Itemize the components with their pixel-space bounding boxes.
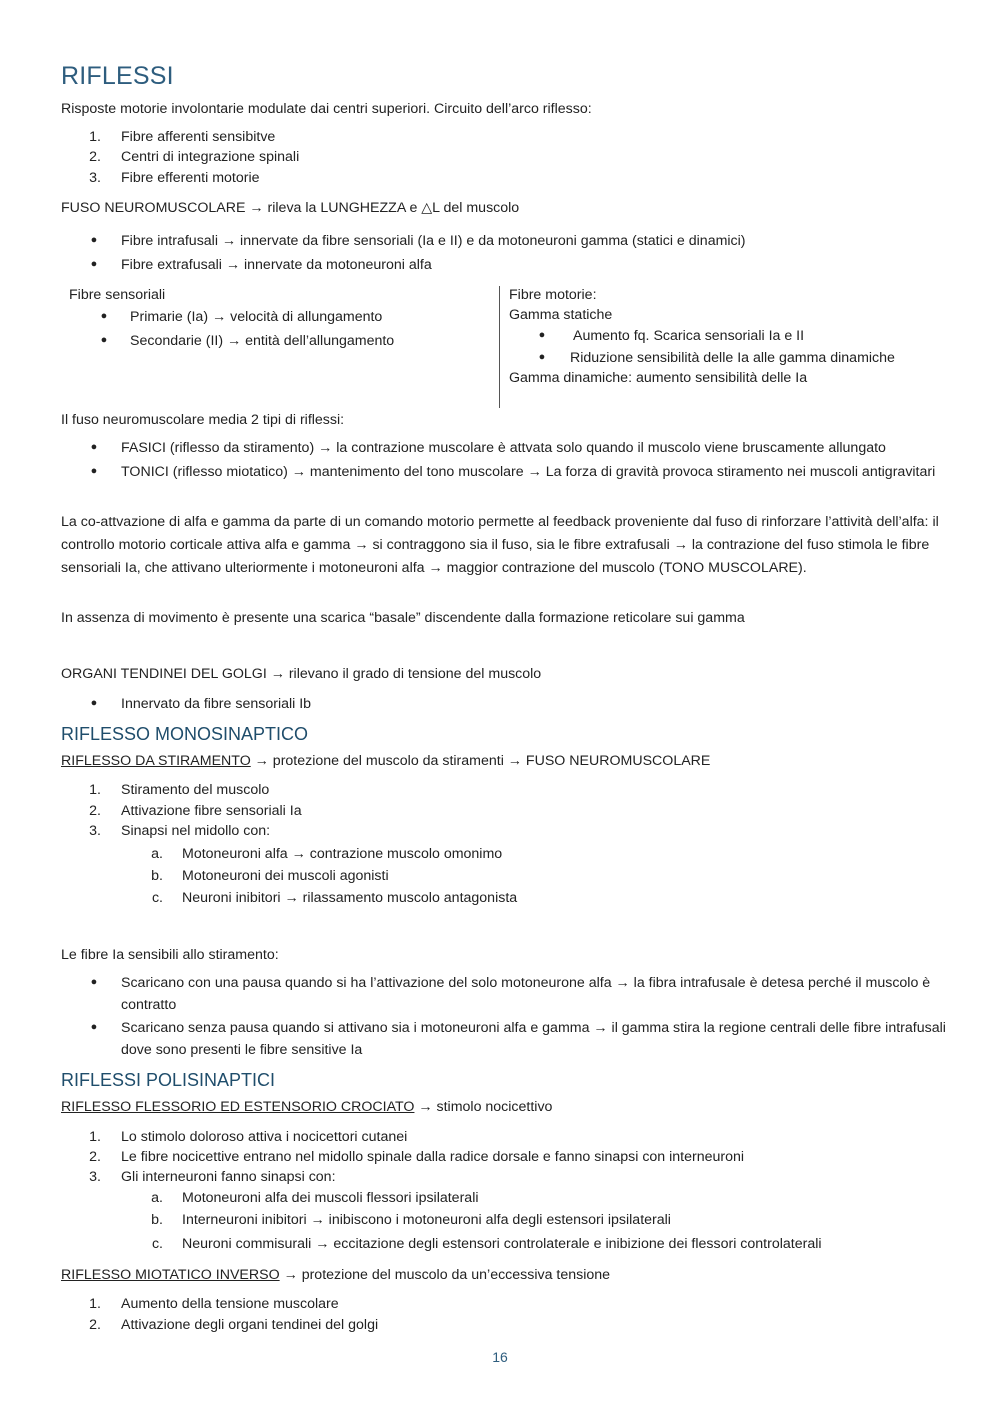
list-item: Attivazione degli organi tendinei del golgi: [121, 1317, 379, 1333]
list-item: Fibre efferenti motorie: [121, 170, 260, 186]
section-heading-polisinaptici: RIFLESSI POLISINAPTICI: [61, 1070, 276, 1090]
table-right-subtitle: Gamma statiche: [509, 307, 613, 323]
table-right-title: Fibre motorie:: [509, 287, 597, 303]
list-item: Motoneuroni alfa → contrazione muscolo omonimo: [182, 846, 503, 862]
coattivazione-paragraph: La co-attvazione di alfa e gamma da parte di un comando motorio permette al feedback proveniente dal fuso di rinforzare l’attività dell’alfa: il controllo motorio corticale attiva alfa e gamma → si contraggono sia il fuso, sia le fibre extrafusali → la contrazione del fuso stimola le fibre sensoriali Ia, che attivano ulteriormente i motoneuroni alfa → maggior contrazione del muscolo (TONO MUSCOLARE).: [61, 514, 939, 576]
list-item: Lo stimolo doloroso attiva i nocicettori cutanei: [121, 1129, 408, 1145]
miotatico-label: RIFLESSO MIOTATICO INVERSO: [61, 1267, 280, 1283]
list-item: Motoneuroni alfa dei muscoli flessori ipsilaterali: [182, 1190, 479, 1206]
stiramento-line: [61, 753, 710, 769]
page-number: 16: [492, 1349, 508, 1365]
list-number: 1.: [89, 1296, 101, 1312]
bullet-icon: ●: [90, 465, 98, 477]
bullet-icon: ●: [90, 697, 98, 709]
flessorio-description: → stimolo nocicettivo: [414, 1099, 553, 1115]
table-right-item: Aumento fq. Scarica sensoriali Ia e II: [573, 328, 805, 344]
table-left-title: Fibre sensoriali: [69, 287, 166, 303]
list-item: Interneuroni inibitori → inibiscono i motoneuroni alfa degli estensori ipsilaterali: [182, 1212, 671, 1228]
miotatico-line: [61, 1267, 610, 1283]
list-item: Innervato da fibre sensoriali Ib: [121, 696, 312, 712]
list-item: Le fibre nocicettive entrano nel midollo spinale dalla radice dorsale e fanno sinapsi con interneuroni: [121, 1149, 745, 1165]
ia-intro: Le fibre Ia sensibili allo stiramento:: [61, 947, 279, 963]
stiramento-label: RIFLESSO DA STIRAMENTO: [61, 753, 251, 769]
list-item: Attivazione fibre sensoriali Ia: [121, 803, 302, 819]
list-number: 1.: [89, 1129, 101, 1145]
table-left-item: Primarie (Ia) → velocità di allungamento: [130, 309, 383, 325]
bullet-icon: ●: [90, 976, 98, 988]
list-number: 1.: [89, 782, 101, 798]
list-item: Gli interneuroni fanno sinapsi con:: [121, 1169, 336, 1185]
list-number: 1.: [89, 129, 101, 145]
table-divider: [499, 286, 500, 408]
riflessi-intro: Il fuso neuromuscolare media 2 tipi di riflessi:: [61, 412, 345, 428]
list-item: Fibre intrafusali → innervate da fibre sensoriali (Ia e II) e da motoneuroni gamma (statici e dinamici): [121, 233, 746, 249]
list-letter: b.: [151, 868, 163, 884]
list-item: TONICI (riflesso miotatico) → mantenimento del tono muscolare → La forza di gravità provoca stiramento nei muscoli antigravitari: [121, 464, 936, 480]
miotatico-description: → protezione del muscolo da un’eccessiva tensione: [279, 1267, 611, 1283]
list-item: Scaricano senza pausa quando si attivano sia i motoneuroni alfa e gamma → il gamma stira la regione centrali delle fibre intrafusali dove sono presenti le fibre sensitive Ia: [121, 1020, 946, 1058]
basale-paragraph: In assenza di movimento è presente una scarica “basale” discendente dalla formazione reticolare sui gamma: [61, 610, 745, 626]
list-number: 3.: [89, 1169, 101, 1185]
intro-text: Risposte motorie involontarie modulate dai centri superiori. Circuito dell’arco riflesso:: [61, 101, 592, 117]
bullet-icon: ●: [100, 310, 108, 322]
list-letter: b.: [151, 1212, 163, 1228]
table-left-item: Secondarie (II) → entità dell’allungamento: [130, 333, 395, 349]
section-heading-monosinaptico: RIFLESSO MONOSINAPTICO: [61, 724, 309, 744]
list-item: Fibre extrafusali → innervate da motoneuroni alfa: [121, 257, 432, 273]
stiramento-description: → protezione del muscolo da stiramenti → FUSO NEUROMUSCOLARE: [250, 753, 711, 769]
list-letter: c.: [151, 890, 163, 906]
golgi-line: ORGANI TENDINEI DEL GOLGI → rilevano il grado di tensione del muscolo: [61, 666, 542, 682]
list-item: FASICI (riflesso da stiramento) → la contrazione muscolare è attvata solo quando il muscolo viene bruscamente allungato: [121, 440, 886, 456]
list-item: Sinapsi nel midollo con:: [121, 823, 271, 839]
list-letter: a.: [151, 1190, 163, 1206]
table-right-footer: Gamma dinamiche: aumento sensibilità delle Ia: [509, 370, 808, 386]
list-letter: a.: [151, 846, 163, 862]
list-number: 2.: [89, 1149, 101, 1165]
bullet-icon: ●: [538, 351, 546, 363]
list-item: Scaricano con una pausa quando si ha l’attivazione del solo motoneurone alfa → la fibra intrafusale è detesa perché il muscolo è contratto: [121, 975, 931, 1013]
page-title: RIFLESSI: [61, 62, 174, 90]
bullet-icon: ●: [90, 234, 98, 246]
list-number: 3.: [89, 823, 101, 839]
list-number: 2.: [89, 1317, 101, 1333]
flessorio-line: [61, 1099, 552, 1115]
list-item: Neuroni inibitori → rilassamento muscolo antagonista: [182, 890, 518, 906]
list-item: Fibre afferenti sensibitve: [121, 129, 276, 145]
list-item: Aumento della tensione muscolare: [121, 1296, 339, 1312]
list-item: Centri di integrazione spinali: [121, 149, 300, 165]
list-number: 3.: [89, 170, 101, 186]
table-right-item: Riduzione sensibilità delle Ia alle gamma dinamiche: [570, 350, 895, 366]
list-letter: c.: [151, 1236, 163, 1252]
list-number: 2.: [89, 803, 101, 819]
flessorio-label: RIFLESSO FLESSORIO ED ESTENSORIO CROCIATO: [61, 1099, 415, 1115]
bullet-icon: ●: [90, 441, 98, 453]
bullet-icon: ●: [538, 329, 546, 341]
list-item: Stiramento del muscolo: [121, 782, 270, 798]
list-item: Neuroni commisurali → eccitazione degli estensori controlaterale e inibizione dei flessori controlaterali: [182, 1236, 822, 1252]
list-number: 2.: [89, 149, 101, 165]
bullet-icon: ●: [90, 1021, 98, 1033]
bullet-icon: ●: [90, 258, 98, 270]
fuso-line: FUSO NEUROMUSCOLARE → rileva la LUNGHEZZA e △L del muscolo: [61, 200, 520, 216]
list-item: Motoneuroni dei muscoli agonisti: [182, 868, 389, 884]
bullet-icon: ●: [100, 334, 108, 346]
